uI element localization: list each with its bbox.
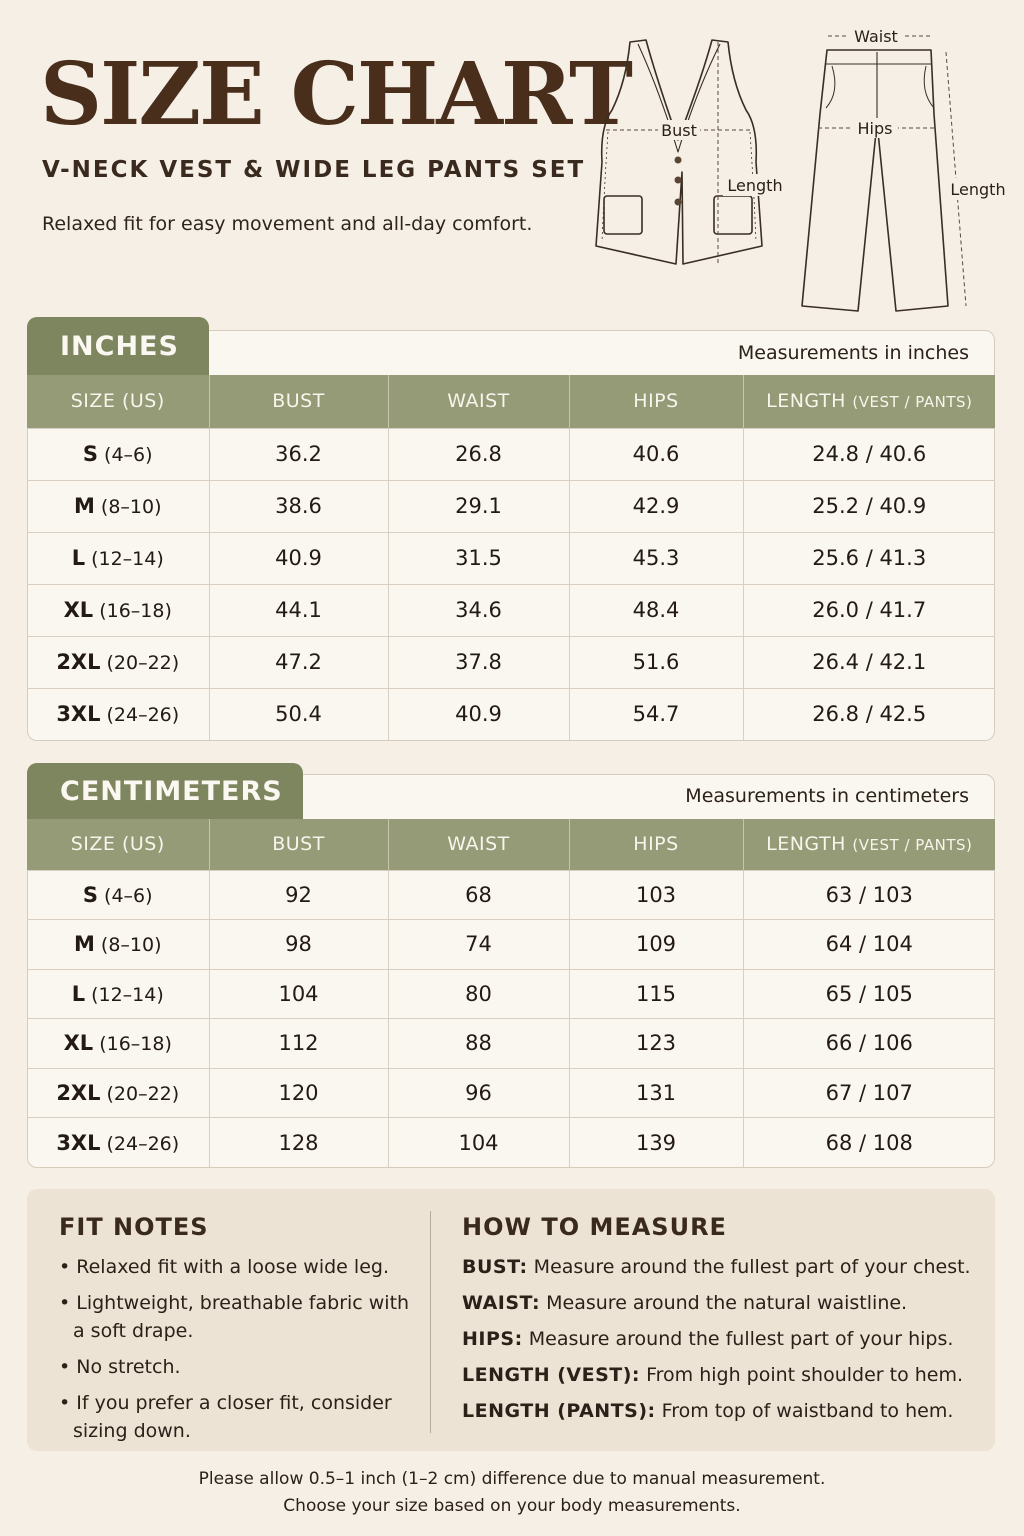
size-range: (24–26): [106, 1132, 180, 1155]
size-label: XL: [63, 598, 94, 622]
centimeters-table: [27, 819, 995, 1167]
col-length: LENGTH (VEST / PANTS): [743, 819, 995, 870]
bust-cell: 36.2: [209, 428, 388, 480]
bust-cell: 120: [209, 1068, 388, 1118]
size-cell: [27, 532, 209, 584]
fit-note-item: • Relaxed fit with a loose wide leg.: [59, 1256, 389, 1278]
size-range: (20–22): [106, 652, 180, 674]
size-label: S: [82, 442, 99, 466]
bust-cell: 98: [209, 920, 388, 970]
col-bust: BUST: [209, 819, 388, 870]
size-cell: [27, 584, 209, 636]
vest-drawing: [596, 40, 762, 264]
table-row: [27, 1019, 995, 1069]
hips-cell: 45.3: [569, 532, 743, 584]
fit-note-item: • Lightweight, breathable fabric with a soft drape.: [59, 1292, 410, 1342]
waist-cell: 37.8: [388, 636, 569, 688]
col-length: LENGTH (VEST / PANTS): [743, 375, 995, 428]
length-cell: 26.8 / 42.5: [743, 688, 995, 740]
how-to-measure-heading: HOW TO MEASURE: [462, 1213, 727, 1241]
waist-cell: 80: [388, 969, 569, 1019]
inches-note: Measurements in inches: [737, 342, 969, 364]
measure-item-bust: BUST: Measure around the fullest part of your chest.: [462, 1256, 971, 1278]
size-label: L: [71, 546, 86, 570]
bust-label: Bust: [661, 121, 697, 140]
bust-cell: 44.1: [209, 584, 388, 636]
inches-tab: INCHES: [27, 317, 209, 375]
col-bust: BUST: [209, 375, 388, 428]
page-subtitle: V-NECK VEST & WIDE LEG PANTS SET: [42, 157, 586, 183]
size-cell: [27, 688, 209, 740]
size-range: (4–6): [104, 884, 153, 907]
measure-item-waist: WAIST: Measure around the natural waistline.: [462, 1292, 908, 1314]
page-title: SIZE CHART: [40, 44, 631, 145]
size-range: (8–10): [100, 496, 162, 518]
size-cell: [27, 870, 209, 920]
col-size: SIZE (US): [27, 375, 209, 428]
waist-cell: 29.1: [388, 480, 569, 532]
length-cell: 65 / 105: [743, 969, 995, 1019]
hips-cell: 48.4: [569, 584, 743, 636]
size-label: M: [74, 494, 95, 518]
size-label: S: [82, 882, 99, 907]
hips-cell: 115: [569, 969, 743, 1019]
hips-cell: 42.9: [569, 480, 743, 532]
bust-cell: 112: [209, 1019, 388, 1069]
centimeters-tab: CENTIMETERS: [27, 763, 303, 819]
fit-notes-list: [59, 1253, 419, 1453]
footer-line-1: Please allow 0.5–1 inch (1–2 cm) difference due to manual measurement.: [198, 1469, 826, 1489]
size-cell: [27, 428, 209, 480]
pants-drawing: [802, 50, 948, 311]
bust-cell: 128: [209, 1118, 388, 1168]
table-row: [27, 584, 995, 636]
footer-line-2: Choose your size based on your body measurements.: [283, 1496, 741, 1516]
length-cell: 68 / 108: [743, 1118, 995, 1168]
size-label: 3XL: [56, 702, 101, 727]
table-row: [27, 870, 995, 920]
table-row: [27, 532, 995, 584]
bust-cell: 92: [209, 870, 388, 920]
bust-cell: 40.9: [209, 532, 388, 584]
col-hips: HIPS: [569, 375, 743, 428]
waist-cell: 96: [388, 1068, 569, 1118]
waist-cell: 31.5: [388, 532, 569, 584]
size-range: (24–26): [106, 704, 180, 727]
vest-length-label: Length: [727, 176, 783, 195]
fit-note-item: • No stretch.: [59, 1356, 181, 1378]
waist-cell: 88: [388, 1019, 569, 1069]
waist-label: Waist: [854, 27, 898, 46]
table-row: [27, 428, 995, 480]
length-cell: 25.2 / 40.9: [743, 480, 995, 532]
size-label: 2XL: [56, 650, 101, 674]
size-range: (12–14): [91, 983, 164, 1006]
table-row: [27, 1068, 995, 1118]
hips-cell: 109: [569, 920, 743, 970]
bust-cell: 38.6: [209, 480, 388, 532]
length-cell: 67 / 107: [743, 1068, 995, 1118]
table-row: [27, 688, 995, 740]
size-cell: [27, 1068, 209, 1118]
waist-cell: 68: [388, 870, 569, 920]
how-to-measure-list: [462, 1253, 971, 1433]
page-tagline: Relaxed fit for easy movement and all-day comfort.: [42, 213, 533, 235]
table-row: [27, 636, 995, 688]
bust-cell: 47.2: [209, 636, 388, 688]
size-label: M: [74, 932, 95, 957]
waist-cell: 40.9: [388, 688, 569, 740]
garment-illustration: [590, 22, 1015, 322]
col-waist: WAIST: [388, 375, 569, 428]
size-label: XL: [63, 1031, 94, 1056]
inches-table: [27, 375, 995, 740]
length-cell: 66 / 106: [743, 1019, 995, 1069]
size-label: 3XL: [56, 1130, 101, 1155]
hips-cell: 54.7: [569, 688, 743, 740]
centimeters-header-row: [27, 819, 995, 870]
info-panel: [27, 1189, 995, 1451]
pants-length-label: Length: [950, 180, 1006, 199]
size-cell: [27, 480, 209, 532]
hips-cell: 131: [569, 1068, 743, 1118]
size-cell: [27, 1118, 209, 1168]
measure-item-hips: HIPS: Measure around the fullest part of your hips.: [462, 1328, 954, 1350]
size-label: L: [71, 981, 86, 1006]
hips-cell: 51.6: [569, 636, 743, 688]
table-row: [27, 1118, 995, 1168]
waist-cell: 34.6: [388, 584, 569, 636]
size-cell: [27, 920, 209, 970]
fit-notes-heading: FIT NOTES: [59, 1213, 209, 1241]
waist-cell: 26.8: [388, 428, 569, 480]
length-cell: 26.0 / 41.7: [743, 584, 995, 636]
waist-cell: 104: [388, 1118, 569, 1168]
hips-cell: 139: [569, 1118, 743, 1168]
hips-cell: 123: [569, 1019, 743, 1069]
centimeters-note: Measurements in centimeters: [685, 785, 969, 807]
hips-cell: 103: [569, 870, 743, 920]
table-row: [27, 969, 995, 1019]
size-cell: [27, 969, 209, 1019]
size-label: 2XL: [56, 1080, 101, 1105]
measure-item-vest-length: LENGTH (VEST): From high point shoulder to hem.: [462, 1364, 964, 1386]
bust-cell: 50.4: [209, 688, 388, 740]
inches-header-row: [27, 375, 995, 428]
size-range: (16–18): [99, 1033, 172, 1056]
size-range: (20–22): [106, 1082, 180, 1105]
size-range: (12–14): [91, 548, 164, 570]
waist-cell: 74: [388, 920, 569, 970]
size-range: (4–6): [104, 444, 153, 466]
length-cell: 24.8 / 40.6: [743, 428, 995, 480]
size-cell: [27, 1019, 209, 1069]
table-row: [27, 920, 995, 970]
col-size: SIZE (US): [27, 819, 209, 870]
centimeters-section: [27, 763, 995, 1168]
length-cell: 63 / 103: [743, 870, 995, 920]
size-cell: [27, 636, 209, 688]
hips-cell: 40.6: [569, 428, 743, 480]
bust-cell: 104: [209, 969, 388, 1019]
col-waist: WAIST: [388, 819, 569, 870]
size-range: (16–18): [99, 600, 172, 622]
size-range: (8–10): [100, 934, 162, 957]
length-cell: 64 / 104: [743, 920, 995, 970]
hips-label: Hips: [857, 119, 893, 138]
measure-item-pants-length: LENGTH (PANTS): From top of waistband to hem.: [462, 1400, 954, 1422]
col-hips: HIPS: [569, 819, 743, 870]
panel-divider: [430, 1211, 431, 1433]
table-row: [27, 480, 995, 532]
inches-section: [27, 317, 995, 741]
fit-note-item: • If you prefer a closer fit, consider sizing down.: [59, 1392, 392, 1442]
length-cell: 25.6 / 41.3: [743, 532, 995, 584]
length-cell: 26.4 / 42.1: [743, 636, 995, 688]
